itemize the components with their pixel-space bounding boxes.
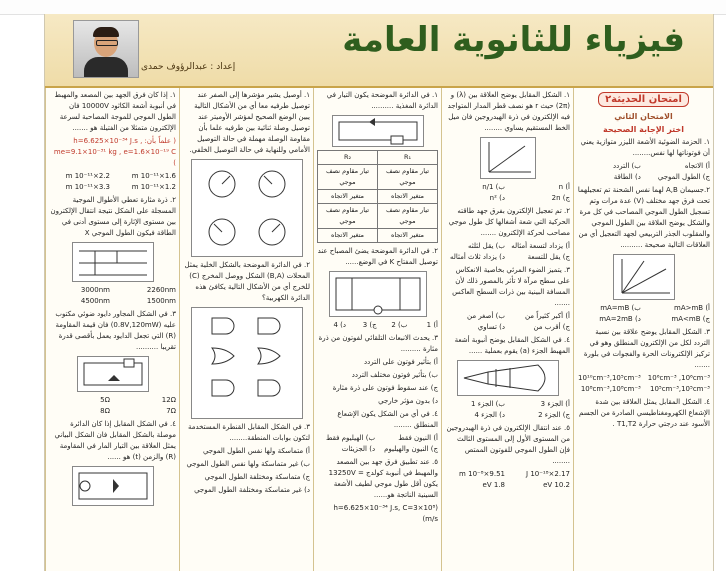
question-text: ٢.جسيمان A,B لهما نفس الشحنة تم تعجيلهما تحت فرق جهد مختلف (V) عدة مرات وتم تسجيل الطول الموجي المصاحب في كل مرة والشكل يوضح العلاقة بين الطول الموجي والمقلوب الجذر التربيعي لجهد التعجيل أي من العلاقات التالية صحيحة .......... bbox=[577, 186, 710, 249]
table-cell: متغير الاتجاه bbox=[378, 229, 438, 243]
document-page bbox=[44, 14, 714, 571]
lamp-switch-circuit-figure bbox=[329, 271, 427, 317]
question-text: ٤. الشكل المقابل يمثل العلاقة بين شدة الإشعاع الكهرومغناطيسي الصادرة من الجسم الأسود عند درجتي حرارة T1,T2 . bbox=[579, 398, 710, 428]
option: 1.6×10⁻¹¹ m bbox=[131, 172, 176, 180]
option: 10⁶cm⁻³ ,10⁶cm⁻³ bbox=[647, 374, 710, 382]
option: ب) بتأثير فوتون مختلف التردد bbox=[351, 371, 438, 379]
option: 3000nm bbox=[80, 286, 110, 294]
option: د) الجزيئات bbox=[341, 445, 376, 453]
question-text: ١. إذا كان فرق الجهد بين المصعد والمهبط في أنبوبة أشعة الكاثود 10000V فان الطول الموجي للموجة المصاحبة لسرعة الإلكترون متمثلا من الفتيلة هو ....... bbox=[54, 91, 176, 132]
column-questions-3 bbox=[313, 88, 441, 571]
author-photo-body bbox=[84, 57, 128, 77]
table-row bbox=[318, 204, 438, 229]
question-text: ٣. يحدث الانبعاث التلقائي لفوتون من ذرة مثارة ......... bbox=[318, 334, 438, 353]
page-title: فيزياء للثانوية العامة bbox=[342, 20, 685, 60]
options-list bbox=[49, 395, 176, 417]
options-list bbox=[317, 320, 438, 331]
option: 2260nm bbox=[146, 286, 176, 294]
option: د) 4 bbox=[333, 321, 347, 329]
option: ج) 3 bbox=[362, 321, 377, 329]
option: 1500nm bbox=[146, 297, 176, 305]
option: ج) عند سقوط فوتون على ذرة مثارة bbox=[332, 384, 438, 392]
table-row bbox=[318, 229, 438, 243]
author-photo-glasses bbox=[96, 40, 118, 46]
table-cell: متغير الاتجاه bbox=[318, 229, 378, 243]
ohmmeter-options-figure bbox=[191, 159, 303, 257]
option: ج) mA<mB bbox=[671, 315, 710, 323]
option: 10.2 eV bbox=[543, 481, 570, 489]
option: د) n² bbox=[489, 194, 505, 202]
option: ب) التردد bbox=[612, 162, 641, 170]
options-list bbox=[445, 241, 570, 263]
option: ج) يقل للتسعة bbox=[527, 253, 570, 261]
option: أ) الجزء 3 bbox=[540, 400, 570, 408]
rectifier-circuit-figure bbox=[332, 115, 424, 147]
option: 2.17×10⁻¹⁸ J bbox=[526, 470, 570, 478]
option: 12Ω bbox=[161, 396, 176, 404]
table-cell: تيار مقاوم نصف موجي bbox=[378, 165, 438, 190]
question-text: ١. الشكل المقابل يوضح العلاقة بين (λ) و (2π) حيث r هو نصف قطر المدار المتواجد فيه الإلكترون في ذرة الهيدروجين فان ميل الخط المستقيم يساوي ........ bbox=[447, 91, 570, 132]
answer-table bbox=[317, 150, 438, 243]
question-text: ١. الحزمة الضوئية الأشعة الليزر متوازية يعني أن فوتوناتها لها نفس........ bbox=[580, 138, 710, 157]
table-cell: متغير الاتجاه bbox=[378, 190, 438, 204]
question-text: ١. أوصيل يشير مؤشرها إلى الصفر عند توصيل طرفيه معا أي من الأشكال التالية يبين الوضع الصحيح لمؤشر الأوميتر عند توصيل وصلة ثنائية بين طرفيه علما بأن مقاومة الوصلة مهملة في حالة التوصيل الأمامي وللنهاية في حالة التوصيل الخلفي. bbox=[189, 91, 310, 154]
table-cell: تيار مقاوم نصف موجي bbox=[318, 204, 378, 229]
question-text: ٣. في الشكل المجاور دايود ضوئي مكتوب عليه (0.8V,120mW) فان قيمة المقاومة (R) التي تجعل الدايود يعمل بأقصى قدرة تقريبا .......... bbox=[55, 310, 176, 351]
column-questions-5 bbox=[45, 88, 179, 571]
lambda-graph-figure bbox=[613, 254, 675, 300]
question-text: ٣. الشكل المقابل يوضح علاقة بين نسبة التردد لكل من الإلكترون المنطلق وهو في تركيز الإلكترونات الحرة والفجوات في بلورة ....... bbox=[583, 328, 710, 369]
question-text: ٣. في الشكل المقابل القنطرة المستخدمة لتكون بوابات المنطقة........ bbox=[187, 423, 310, 442]
option: د) تساوي bbox=[477, 323, 505, 331]
column-questions-4 bbox=[179, 88, 313, 571]
question-text: ٢. تم تعجيل الإلكترون بفرق جهد طاقته الحركية التي شعة أشغالها كل طول موجي مصاحب لحركة الإلكترون ....... bbox=[448, 207, 570, 237]
options-list bbox=[49, 171, 176, 193]
option: 8Ω bbox=[100, 407, 110, 415]
option: أ) 1 bbox=[426, 321, 438, 329]
option: أ) بتأثير فوتون على التردد bbox=[364, 358, 438, 366]
author-photo-hair bbox=[93, 27, 119, 37]
content-columns bbox=[45, 88, 713, 571]
given-constants: ( علماً بأن: h=6.625×10⁻³⁴ J.s , me=9.1×10⁻³¹ kg , e=1.6×10⁻¹⁹ C ) bbox=[53, 137, 176, 167]
table-row bbox=[318, 190, 438, 204]
column-exam-intro bbox=[573, 88, 713, 571]
table-cell: تيار مقاوم نصف موجي bbox=[378, 204, 438, 229]
option: 1.2×10⁻¹¹ m bbox=[131, 183, 176, 191]
option: 1.8 eV bbox=[482, 481, 505, 489]
option: أ) n bbox=[558, 183, 570, 191]
option: أ) mA>mB bbox=[674, 304, 710, 312]
table-row bbox=[318, 165, 438, 190]
options-list bbox=[445, 182, 570, 204]
option: د) الطاقة bbox=[613, 173, 641, 181]
option: 3.3×10⁻¹¹ m bbox=[65, 183, 110, 191]
options-list bbox=[577, 373, 710, 395]
option: أ) الاتجاه bbox=[684, 162, 710, 170]
option: د) غير متماسكة ومختلفة الطول الموجي bbox=[194, 486, 310, 494]
viewer-top-edge bbox=[0, 0, 726, 15]
option: 4500nm bbox=[80, 297, 110, 305]
options-list bbox=[445, 399, 570, 421]
photodiode-circuit-figure bbox=[77, 356, 149, 392]
option: ج) الجزء 2 bbox=[538, 411, 570, 419]
option: 10⁸cm⁻³,10⁸cm⁻³ bbox=[580, 385, 641, 393]
option: أ) يزداد لتسعة أمثاله bbox=[511, 242, 570, 250]
table-header: R₂ bbox=[318, 151, 378, 165]
option: 10¹⁰cm⁻³,10⁵cm⁻³ bbox=[578, 374, 641, 382]
option: ب) 1/n bbox=[482, 183, 505, 191]
question-text: ٤. في الشكل المقابل يوضح أنبوبة أشعة المهبط الجزء (a) يقوم بعملية ...... bbox=[454, 336, 570, 355]
table-cell: تيار مقاوم نصف موجي bbox=[318, 165, 378, 190]
constants-note: (h=6.625×10⁻³⁴ J.s, C=3×10⁸ m/s) bbox=[333, 504, 438, 523]
option: 7Ω bbox=[166, 407, 176, 415]
question-text: ٤. في الشكل المقابل إذا كان الدائرة موصلة بالشكل المقابل فان الشكل البياني يمثل العلاقة بين التيار المار في المقاومة (R) والزمن (t) هو ...... bbox=[54, 420, 176, 461]
option: 2.2×10⁻¹¹ m bbox=[65, 172, 110, 180]
exam-label: الامتحان الثاني bbox=[614, 112, 673, 121]
option: ب) الهيليوم فقط bbox=[325, 434, 376, 442]
options-list bbox=[445, 311, 570, 333]
option: ج) 2n bbox=[551, 194, 570, 202]
option: أ) النيون فقط bbox=[398, 434, 438, 442]
options-list bbox=[317, 433, 438, 455]
table-header: R₁ bbox=[378, 151, 438, 165]
options-list bbox=[445, 469, 570, 491]
question-text: ١. في الدائرة الموضحة يكون التيار في الدائرة المغذية .......... bbox=[326, 91, 438, 110]
options-list bbox=[577, 303, 710, 325]
option: ب) الجزء 1 bbox=[471, 400, 505, 408]
option: ج) أقرب من bbox=[533, 323, 570, 331]
option: ب) غير متماسكة ولها نفس الطول الموجي bbox=[186, 460, 310, 468]
option: ب) mA=mB bbox=[600, 304, 641, 312]
option: د) الجزء 4 bbox=[474, 411, 505, 419]
author-photo bbox=[73, 20, 139, 78]
exam-instruction: اختر الإجابة الصحيحة bbox=[603, 125, 684, 134]
option: 9.51×10⁻⁸ m bbox=[459, 470, 505, 478]
question-text: ٤. في أي من الشكل يكون الإشعاع المنطلق ........ bbox=[337, 410, 438, 429]
question-text: ٥. عند انتقال الإلكترون في ذرة الهيدروجين من المستوى الأول إلى المستوى الثالث فإن الطول الموجي للفوتون الممتص ........ bbox=[446, 424, 570, 465]
energy-levels-figure bbox=[72, 242, 154, 282]
table-cell: متغير الاتجاه bbox=[318, 190, 378, 204]
option: ج) النيون والهيليوم bbox=[384, 445, 438, 453]
question-text: ٢. ذرة مثارة تعطي الأطوال الموجية المسجلة على الشكل نتيجة انتقال الإلكترون بين مستوى الإثارة إلى مستوى أدنى في الطاقة فيكون الطول الموجي X bbox=[50, 196, 176, 237]
question-text: ٥. عند تطبيق فرق جهد بين المصعد والمهبط في أنبوبة كولدج = 13250V يكون أقل طول موجي لطيف الأشعة السينية الناتجة هو...... bbox=[328, 458, 438, 499]
options-list bbox=[577, 161, 710, 183]
option: أ) أكبر كثيراً من bbox=[524, 312, 570, 320]
logic-gates-figure bbox=[191, 307, 303, 419]
cathode-ray-tube-figure bbox=[457, 360, 559, 396]
option: 5Ω bbox=[100, 396, 110, 404]
ac-circuit-figure bbox=[72, 466, 154, 506]
option: أ) متماسكة ولها نفس الطول الموجي bbox=[202, 447, 310, 455]
author-credit: إعداد : عبدالرؤوف حمدى bbox=[141, 62, 236, 72]
option: د) mA=2mB bbox=[599, 315, 641, 323]
option: ج) الطول الموجي bbox=[657, 173, 710, 181]
option: 10⁵cm⁻³,10⁵cm⁻³ bbox=[650, 385, 710, 393]
option: ب) يقل لثلثه bbox=[468, 242, 505, 250]
column-questions-2 bbox=[441, 88, 573, 571]
exam-badge: امتحان الحديثة٢ bbox=[598, 92, 689, 107]
option: ج) متماسكة ومختلفة الطول الموجي bbox=[204, 473, 310, 481]
question-text: ٢. في الدائرة الموضحة بالشكل الخلية يمثل المحلات (B,A) الشكل ووصل المخرج (C) للخرج أي من الأشكال التالية يكافئ هذه الدائرة الكهربية؟ bbox=[184, 261, 310, 302]
question-text: ٢. في الدائرة الموضحة يضئ المصباح عند توصيل المفتاح K في الوضع...... bbox=[317, 247, 438, 266]
linear-graph-figure bbox=[480, 137, 536, 179]
page-header bbox=[45, 14, 713, 88]
option: ب) 2 bbox=[391, 321, 408, 329]
option: د) يزداد ثلاث أمثاله bbox=[449, 253, 505, 261]
option: ب) أصغر من bbox=[467, 312, 505, 320]
option: د) بدون مؤثر خارجي bbox=[378, 397, 438, 405]
options-list bbox=[49, 285, 176, 307]
question-text: ٣. يتميز الضوء المرئي بخاصية الانعكاس على سطح مرآة لا تأثر بالمصور ذلك لأن المسافة البينية بين ذرات السطح العاكس ....... bbox=[452, 266, 570, 307]
